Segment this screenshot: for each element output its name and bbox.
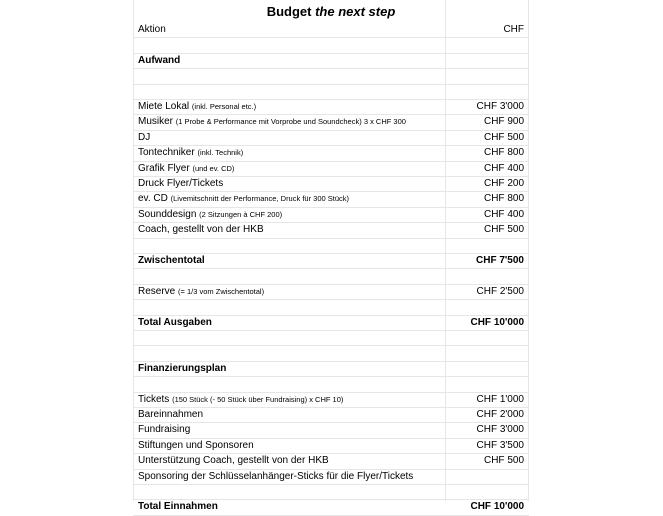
- row-label: [138, 501, 218, 512]
- header-row: [133, 23, 529, 38]
- row-label-text: Zwischentotal: [138, 255, 205, 266]
- budget-row: [133, 316, 529, 331]
- budget-row: [133, 470, 529, 485]
- budget-row: [133, 115, 529, 130]
- row-label-text: Tickets: [138, 393, 173, 405]
- row-label: [138, 471, 413, 482]
- row-label-text: ev. CD: [138, 193, 171, 205]
- row-value: CHF 10'000: [470, 501, 524, 513]
- row-label: [138, 455, 329, 466]
- row-label: [138, 317, 212, 328]
- row-label: [138, 116, 406, 127]
- budget-row: [133, 285, 529, 300]
- budget-row: [133, 454, 529, 469]
- row-label: [138, 101, 256, 112]
- row-label-text: Sponsoring der Schlüsselanhänger-Sticks für die Flyer/Tickets: [138, 470, 414, 482]
- row-label: [138, 409, 203, 420]
- row-label: [138, 394, 343, 405]
- empty-row: [133, 69, 529, 84]
- row-label: [138, 209, 282, 220]
- budget-row: [133, 362, 529, 377]
- budget-row: [133, 254, 529, 269]
- row-value: CHF 2'000: [476, 409, 524, 420]
- budget-sheet: [133, 0, 529, 513]
- empty-row: [133, 269, 529, 284]
- row-value: CHF 1'000: [476, 393, 524, 405]
- budget-row: [133, 408, 529, 423]
- row-value: CHF 3'000: [476, 424, 524, 436]
- row-value: CHF 800: [483, 193, 524, 205]
- row-label-text: Coach, gestellt von der HKB: [138, 224, 264, 236]
- row-label-text: Total Einnahmen: [138, 501, 218, 513]
- row-label-text: Grafik Flyer: [138, 162, 193, 174]
- header-currency: CHF: [503, 24, 524, 35]
- row-label: [138, 286, 264, 297]
- row-label: [138, 224, 264, 235]
- row-label-text: Bareinnahmen: [138, 409, 204, 420]
- row-label-text: Sounddesign: [138, 208, 200, 220]
- row-label-text: Finanzierungsplan: [138, 362, 227, 374]
- row-label-text: DJ: [138, 131, 151, 143]
- row-value: CHF 200: [483, 178, 524, 189]
- header-action: Aktion: [138, 24, 166, 35]
- row-value: CHF 7'500: [476, 255, 524, 266]
- budget-row: [133, 146, 529, 161]
- row-label-text: Total Ausgaben: [138, 316, 212, 328]
- row-value: CHF 500: [483, 131, 524, 143]
- budget-row: [133, 100, 529, 115]
- empty-row: [133, 85, 529, 100]
- row-value: CHF 500: [483, 455, 524, 467]
- row-label-note: (und ev. CD): [192, 163, 235, 173]
- row-label-text: Miete Lokal: [138, 101, 192, 112]
- budget-row: [133, 208, 529, 223]
- budget-row: [133, 439, 529, 454]
- budget-row: [133, 500, 529, 515]
- row-label-text: Fundraising: [138, 424, 191, 436]
- row-label-note: (inkl. Technik): [197, 148, 244, 158]
- row-label-text: Aufwand: [138, 54, 181, 66]
- row-label: [138, 147, 243, 158]
- row-label-text: Reserve: [138, 285, 179, 297]
- row-label-text: Musiker: [138, 116, 176, 128]
- row-value: CHF 10'000: [470, 316, 524, 328]
- budget-row: [133, 423, 529, 438]
- row-label-text: Tontechniker: [138, 147, 198, 159]
- row-label-note: (inkl. Personal etc.): [191, 102, 257, 111]
- row-label: [138, 193, 349, 204]
- row-label: [138, 163, 234, 174]
- row-label-text: Unterstützung Coach, gestellt von der HKB: [138, 455, 329, 467]
- row-value: CHF 2'500: [476, 285, 524, 297]
- budget-row: [133, 192, 529, 207]
- page-title: [133, 4, 529, 19]
- budget-row: [133, 162, 529, 177]
- budget-row: [133, 131, 529, 146]
- row-label: [138, 132, 150, 143]
- budget-row: [133, 54, 529, 69]
- row-label: [138, 255, 205, 266]
- budget-row: [133, 177, 529, 192]
- empty-row: [133, 346, 529, 361]
- row-label-text: Stiftungen und Sponsoren: [138, 439, 254, 451]
- empty-row: [133, 377, 529, 392]
- row-value: CHF 3'000: [476, 101, 524, 112]
- row-value: CHF 400: [483, 208, 524, 220]
- row-value: CHF 400: [483, 162, 524, 174]
- empty-row: [133, 239, 529, 254]
- row-value: CHF 3'500: [476, 439, 524, 451]
- empty-row: [133, 38, 529, 53]
- empty-row: [133, 331, 529, 346]
- title-main: Budget: [266, 4, 316, 19]
- row-label-note: (Livemitschnitt der Performance, Druck für 300 Stück): [170, 194, 350, 204]
- title-italic: the next step: [315, 4, 396, 19]
- row-label-text: Druck Flyer/Tickets: [138, 178, 224, 189]
- row-value: CHF 500: [483, 224, 524, 236]
- row-label: [138, 363, 226, 374]
- row-label-note: (= 1/3 vom Zwischentotal): [178, 286, 265, 296]
- row-label-note: (2 Sitzungen à CHF 200): [199, 209, 283, 219]
- row-value: CHF 800: [483, 147, 524, 159]
- row-label-note: (150 Stück (- 50 Stück über Fundraising) x CHF 10): [172, 394, 344, 404]
- row-label: [138, 424, 190, 435]
- budget-row: [133, 223, 529, 238]
- row-label: [138, 178, 223, 189]
- row-label: [138, 440, 254, 451]
- row-label-note: (1 Probe & Performance mit Vorprobe und Soundcheck) 3 x CHF 300: [175, 117, 406, 127]
- empty-row: [133, 485, 529, 500]
- empty-row: [133, 300, 529, 315]
- row-value: CHF 900: [483, 116, 524, 128]
- budget-row: [133, 393, 529, 408]
- row-label: [138, 55, 180, 66]
